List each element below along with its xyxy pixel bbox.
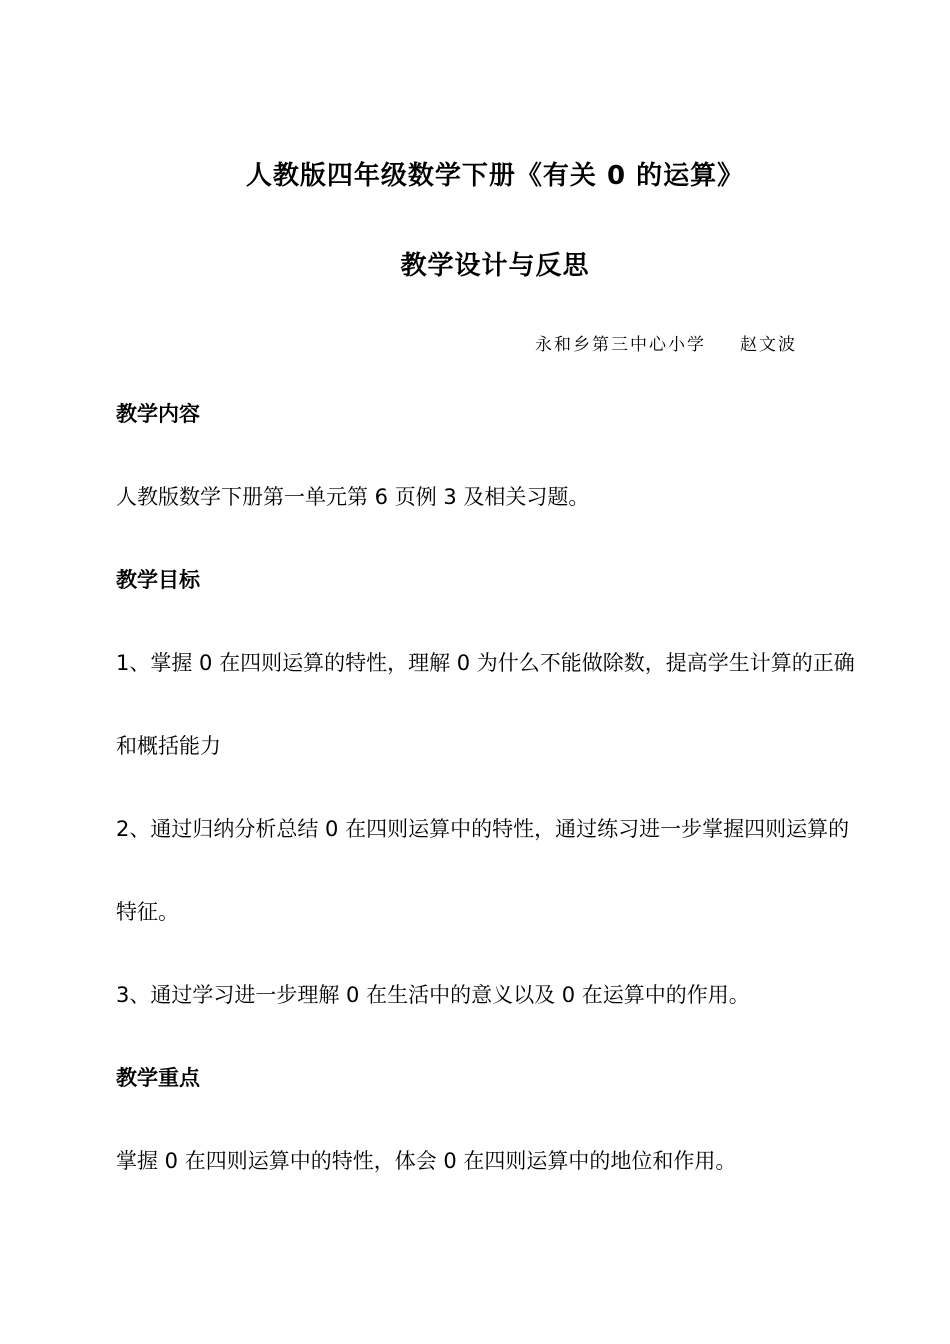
author-line [535, 330, 797, 355]
author-school: 永和乡第三中心小学 [535, 335, 706, 355]
paragraph-content: 人教版数学下册第一单元第 6 页例 3 及相关习题。 [116, 485, 590, 509]
paragraph-key-points: 掌握 0 在四则运算中的特性，体会 0 在四则运算中的地位和作用。 [116, 1149, 737, 1173]
document-title: 人教版四年级数学下册《有关 0 的运算》 [245, 161, 745, 191]
author-name: 赵文波 [740, 335, 797, 355]
objective-2-line-1: 2、通过归纳分析总结 0 在四则运算中的特性，通过练习进一步掌握四则运算的 [116, 817, 850, 841]
objective-1-line-1: 1、掌握 0 在四则运算的特性，理解 0 为什么不能做除数，提高学生计算的正确 [116, 651, 855, 675]
objective-1-line-2: 和概括能力 [116, 734, 221, 758]
document-body [116, 373, 886, 1203]
objective-2-line-2: 特征。 [116, 900, 179, 924]
document-subtitle: 教学设计与反思 [400, 251, 590, 281]
section-heading-key-points: 教学重点 [116, 1066, 200, 1090]
section-heading-objectives: 教学目标 [116, 568, 200, 592]
section-heading-content: 教学内容 [116, 402, 200, 426]
objective-3: 3、通过学习进一步理解 0 在生活中的意义以及 0 在运算中的作用。 [116, 983, 750, 1007]
